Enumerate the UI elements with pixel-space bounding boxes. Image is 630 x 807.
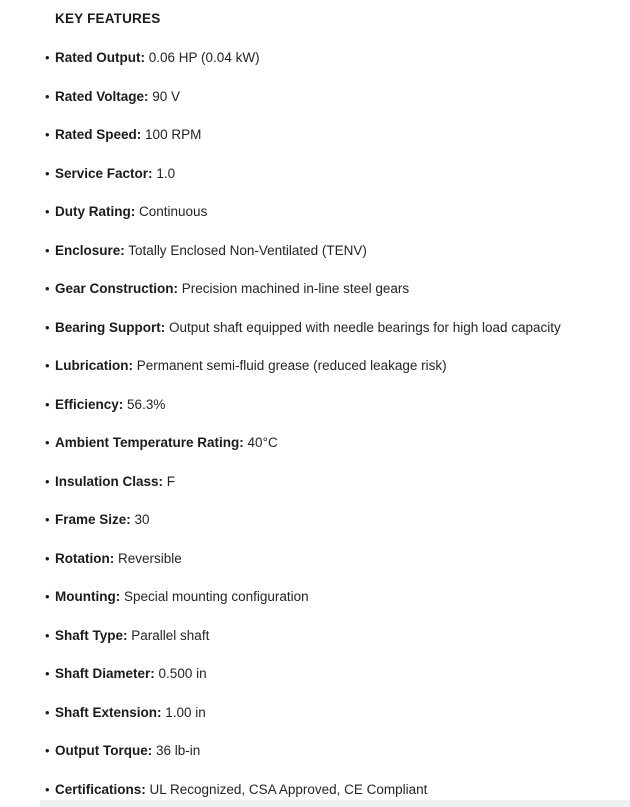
feature-item <box>45 319 612 336</box>
bullet-icon: • <box>45 50 50 65</box>
bullet-icon: • <box>45 743 50 758</box>
feature-value: 0.06 HP (0.04 kW) <box>148 50 260 65</box>
feature-value: 1.00 in <box>165 704 206 720</box>
feature-value: 56.3% <box>127 396 166 412</box>
bullet-icon: • <box>45 435 50 450</box>
feature-item <box>45 704 612 721</box>
feature-item <box>45 88 612 105</box>
feature-label: Service Factor: <box>55 165 153 181</box>
feature-label: Rated Voltage: <box>55 88 149 104</box>
bullet-icon: • <box>45 88 50 104</box>
feature-label: Certifications: <box>55 781 146 797</box>
bullet-icon: • <box>45 165 50 181</box>
feature-value: 0.500 in <box>158 666 207 681</box>
feature-item <box>45 511 612 528</box>
feature-item <box>45 280 612 297</box>
feature-value: Permanent semi-fluid grease (reduced leakage risk) <box>136 358 447 373</box>
feature-value: Precision machined in-line steel gears <box>181 281 410 296</box>
bullet-icon: • <box>45 512 50 527</box>
feature-label: Shaft Type: <box>55 627 128 643</box>
feature-item <box>45 242 612 259</box>
feature-label: Rotation: <box>55 550 115 566</box>
feature-label: Lubrication: <box>55 358 133 373</box>
feature-item <box>45 627 612 644</box>
feature-value: 36 lb-in <box>156 743 201 758</box>
feature-item <box>45 357 612 374</box>
feature-label: Frame Size: <box>55 512 131 527</box>
feature-value: 90 V <box>152 88 181 104</box>
feature-value: 1.0 <box>156 165 176 181</box>
bullet-icon: • <box>45 281 50 296</box>
feature-value: 30 <box>134 512 150 527</box>
feature-label: Efficiency: <box>55 396 124 412</box>
bullet-icon: • <box>45 127 50 142</box>
feature-item <box>45 126 612 143</box>
feature-item <box>45 473 612 490</box>
feature-item <box>45 781 612 798</box>
feature-value: F <box>166 473 176 489</box>
feature-value: Continuous <box>139 204 208 219</box>
feature-label: Gear Construction: <box>55 281 179 296</box>
feature-item <box>45 550 612 567</box>
feature-item <box>45 588 612 605</box>
feature-label: Duty Rating: <box>55 204 136 219</box>
bullet-icon: • <box>45 396 50 412</box>
feature-value: Reversible <box>118 550 182 566</box>
key-features-heading: KEY FEATURES <box>55 11 161 26</box>
feature-item <box>45 742 612 759</box>
bullet-icon: • <box>45 704 50 720</box>
feature-value: Special mounting configuration <box>124 589 309 604</box>
feature-label: Shaft Extension: <box>55 704 162 720</box>
bullet-icon: • <box>45 319 50 335</box>
feature-label: Bearing Support: <box>55 319 166 335</box>
key-features-list <box>0 49 630 798</box>
feature-item <box>45 49 612 66</box>
feature-value: Output shaft equipped with needle bearings for high load capacity <box>169 319 561 335</box>
feature-value: 40°C <box>247 435 278 450</box>
feature-value: Parallel shaft <box>131 627 210 643</box>
feature-label: Ambient Temperature Rating: <box>55 435 244 450</box>
bullet-icon: • <box>45 627 50 643</box>
feature-label: Enclosure: <box>55 242 125 258</box>
feature-label: Mounting: <box>55 589 121 604</box>
feature-item <box>45 396 612 413</box>
feature-value: Totally Enclosed Non-Ventilated (TENV) <box>128 242 367 258</box>
feature-value: UL Recognized, CSA Approved, CE Compliant <box>149 781 428 797</box>
feature-item <box>45 165 612 182</box>
feature-label: Rated Speed: <box>55 127 142 142</box>
feature-value: 100 RPM <box>145 127 202 142</box>
bullet-icon: • <box>45 204 50 219</box>
next-section-partial-header <box>40 800 630 807</box>
feature-item <box>45 203 612 220</box>
feature-label: Insulation Class: <box>55 473 164 489</box>
feature-item <box>45 434 612 451</box>
feature-label: Rated Output: <box>55 50 145 65</box>
bullet-icon: • <box>45 358 50 373</box>
bullet-icon: • <box>45 473 50 489</box>
bullet-icon: • <box>45 589 50 604</box>
bullet-icon: • <box>45 550 50 566</box>
feature-label: Shaft Diameter: <box>55 666 155 681</box>
bullet-icon: • <box>45 666 50 681</box>
feature-label: Output Torque: <box>55 743 153 758</box>
bullet-icon: • <box>45 781 50 797</box>
feature-item <box>45 665 612 682</box>
bullet-icon: • <box>45 242 50 258</box>
